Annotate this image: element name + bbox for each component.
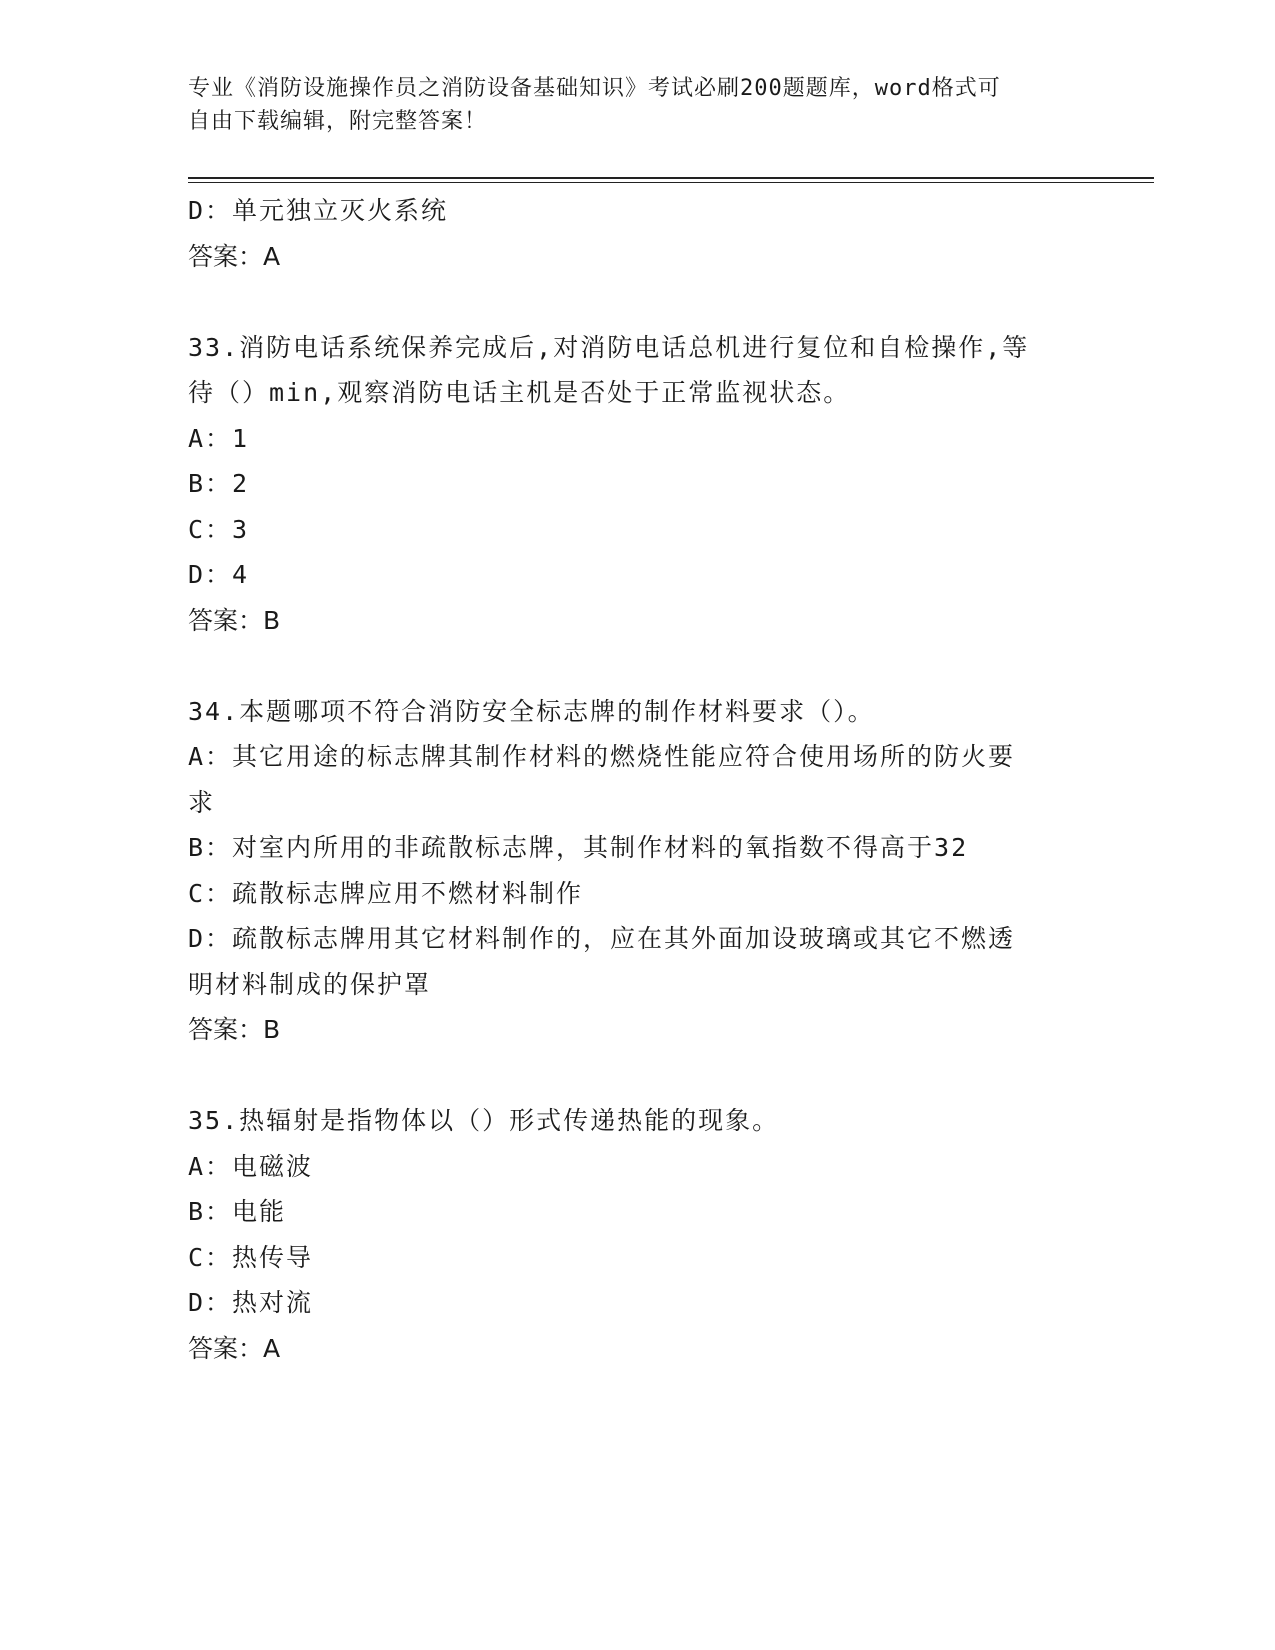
question-35 xyxy=(188,1098,1088,1371)
option-a-line-1: A：其它用途的标志牌其制作材料的燃烧性能应符合使用场所的防火要 xyxy=(188,742,1016,771)
option-d-line-1: D：疏散标志牌用其它材料制作的，应在其外面加设玻璃或其它不燃透 xyxy=(188,924,1016,953)
option-d: D：单元独立灭火系统 xyxy=(188,196,449,225)
answer-line: 答案：B xyxy=(188,1015,281,1044)
option-d: D：4 xyxy=(188,560,250,589)
document-body xyxy=(188,188,1088,1371)
spacer xyxy=(188,279,1088,325)
answer-line: 答案：B xyxy=(188,605,281,635)
answer-line: 答案：A xyxy=(188,1333,281,1363)
option-b: B：电能 xyxy=(188,1197,287,1226)
answer-line: 答案：A xyxy=(188,241,281,271)
question-34 xyxy=(188,689,1088,1053)
question-stem-line-1: 33.消防电话系统保养完成后,对消防电话总机进行复位和自检操作,等 xyxy=(188,332,1030,362)
option-a: A：1 xyxy=(188,423,250,453)
option-a: A：电磁波 xyxy=(188,1151,314,1181)
option-c: C：3 xyxy=(188,514,250,544)
spacer xyxy=(188,643,1088,689)
option-d: D：热对流 xyxy=(188,1288,314,1317)
header-divider-thick xyxy=(188,177,1154,179)
spacer xyxy=(188,1053,1088,1099)
option-d-line-2: 明材料制成的保护罩 xyxy=(188,969,432,999)
document-header xyxy=(188,72,1088,138)
question-33 xyxy=(188,325,1088,644)
option-b: B：对室内所用的非疏散标志牌，其制作材料的氧指数不得高于32 xyxy=(188,833,969,862)
option-c: C：疏散标志牌应用不燃材料制作 xyxy=(188,878,584,908)
question-stem: 35.热辐射是指物体以（）形式传递热能的现象。 xyxy=(188,1106,780,1135)
option-a-line-2: 求 xyxy=(188,787,216,817)
option-c: C：热传导 xyxy=(188,1242,314,1272)
question-stem: 34.本题哪项不符合消防安全标志牌的制作材料要求（）。 xyxy=(188,696,875,726)
header-line-1: 专业《消防设施操作员之消防设备基础知识》考试必刷200题题库，word格式可 xyxy=(188,76,1001,101)
option-b: B：2 xyxy=(188,469,250,498)
header-divider-thin xyxy=(188,182,1154,183)
header-line-2: 自由下载编辑，附完整答案！ xyxy=(188,109,488,134)
previous-question-tail xyxy=(188,188,1088,279)
question-stem-line-2: 待（）min,观察消防电话主机是否处于正常监视状态。 xyxy=(188,378,851,407)
